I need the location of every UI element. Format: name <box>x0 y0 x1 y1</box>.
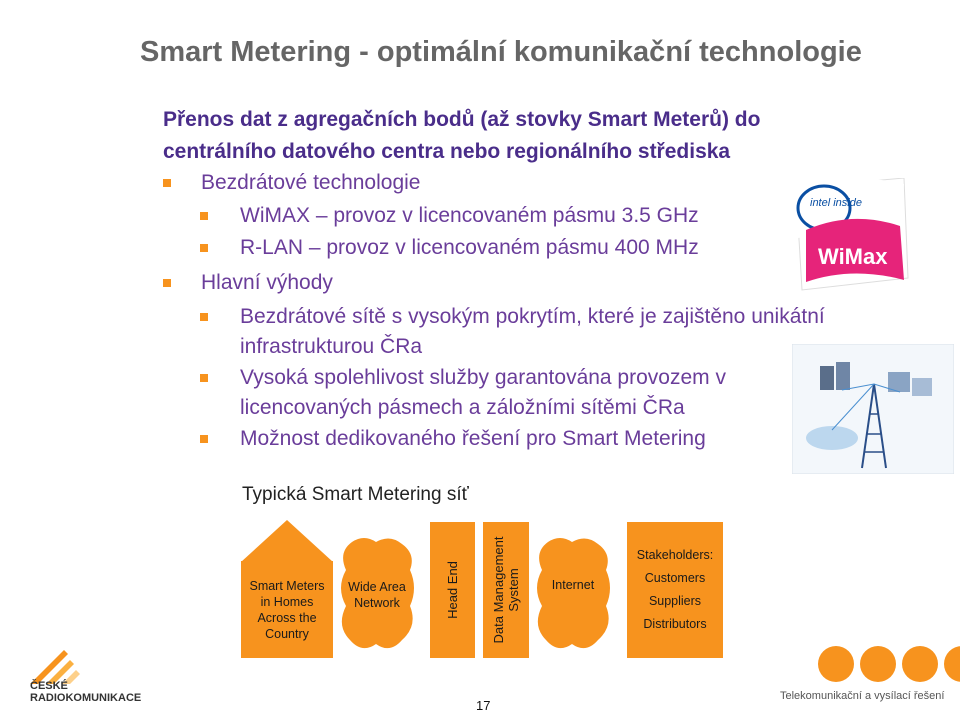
bullet-square-icon <box>200 435 208 443</box>
smart-meters-box: Smart Meters in Homes Across the Country <box>241 561 333 658</box>
intel-logo-text: intel inside <box>810 197 862 209</box>
slide-title: Smart Metering - optimální komunikační technologie <box>140 36 862 68</box>
wimax-logo-text: WiMax <box>818 244 888 269</box>
phone-icon <box>902 646 938 682</box>
data-management-box: Data Management System <box>483 522 529 658</box>
footer-tagline: Telekomunikační a vysílací řešení <box>780 690 945 702</box>
cra-logo-mark <box>30 650 102 684</box>
device-icon <box>860 646 896 682</box>
diagram-caption: Typická Smart Metering síť <box>242 484 469 505</box>
bullet-square-icon <box>200 374 208 382</box>
wimax-logo <box>792 178 910 294</box>
stakeholder-item: Distributors <box>643 617 707 631</box>
screen-icon <box>944 646 960 682</box>
house-roof-shape <box>241 520 333 562</box>
stakeholders-box <box>627 522 723 658</box>
company-name: ČESKÉ RADIOKOMUNIKACE <box>30 680 142 704</box>
network-illustration <box>792 344 954 474</box>
internet-box: Internet <box>551 578 595 592</box>
stakeholders-title: Stakeholders: <box>636 548 714 562</box>
bullet-square-icon <box>200 244 208 252</box>
bullet-square-icon <box>200 212 208 220</box>
bullet-square-icon <box>163 179 171 187</box>
stakeholder-item: Customers <box>644 571 706 585</box>
stakeholder-item: Suppliers <box>648 594 702 608</box>
lead-text: Přenos dat z agregačních bodů (až stovky Smart Meterů) do centrálního datového centra nebo regionálního střediska <box>163 108 761 163</box>
bullet-square-icon <box>163 279 171 287</box>
slide-number: 17 <box>476 698 491 713</box>
wan-box: Wide Area Network <box>348 580 406 610</box>
signal-icon <box>818 646 854 682</box>
head-end-box: Head End <box>430 522 475 658</box>
bullet-square-icon <box>200 313 208 321</box>
footer-icons <box>818 646 960 682</box>
